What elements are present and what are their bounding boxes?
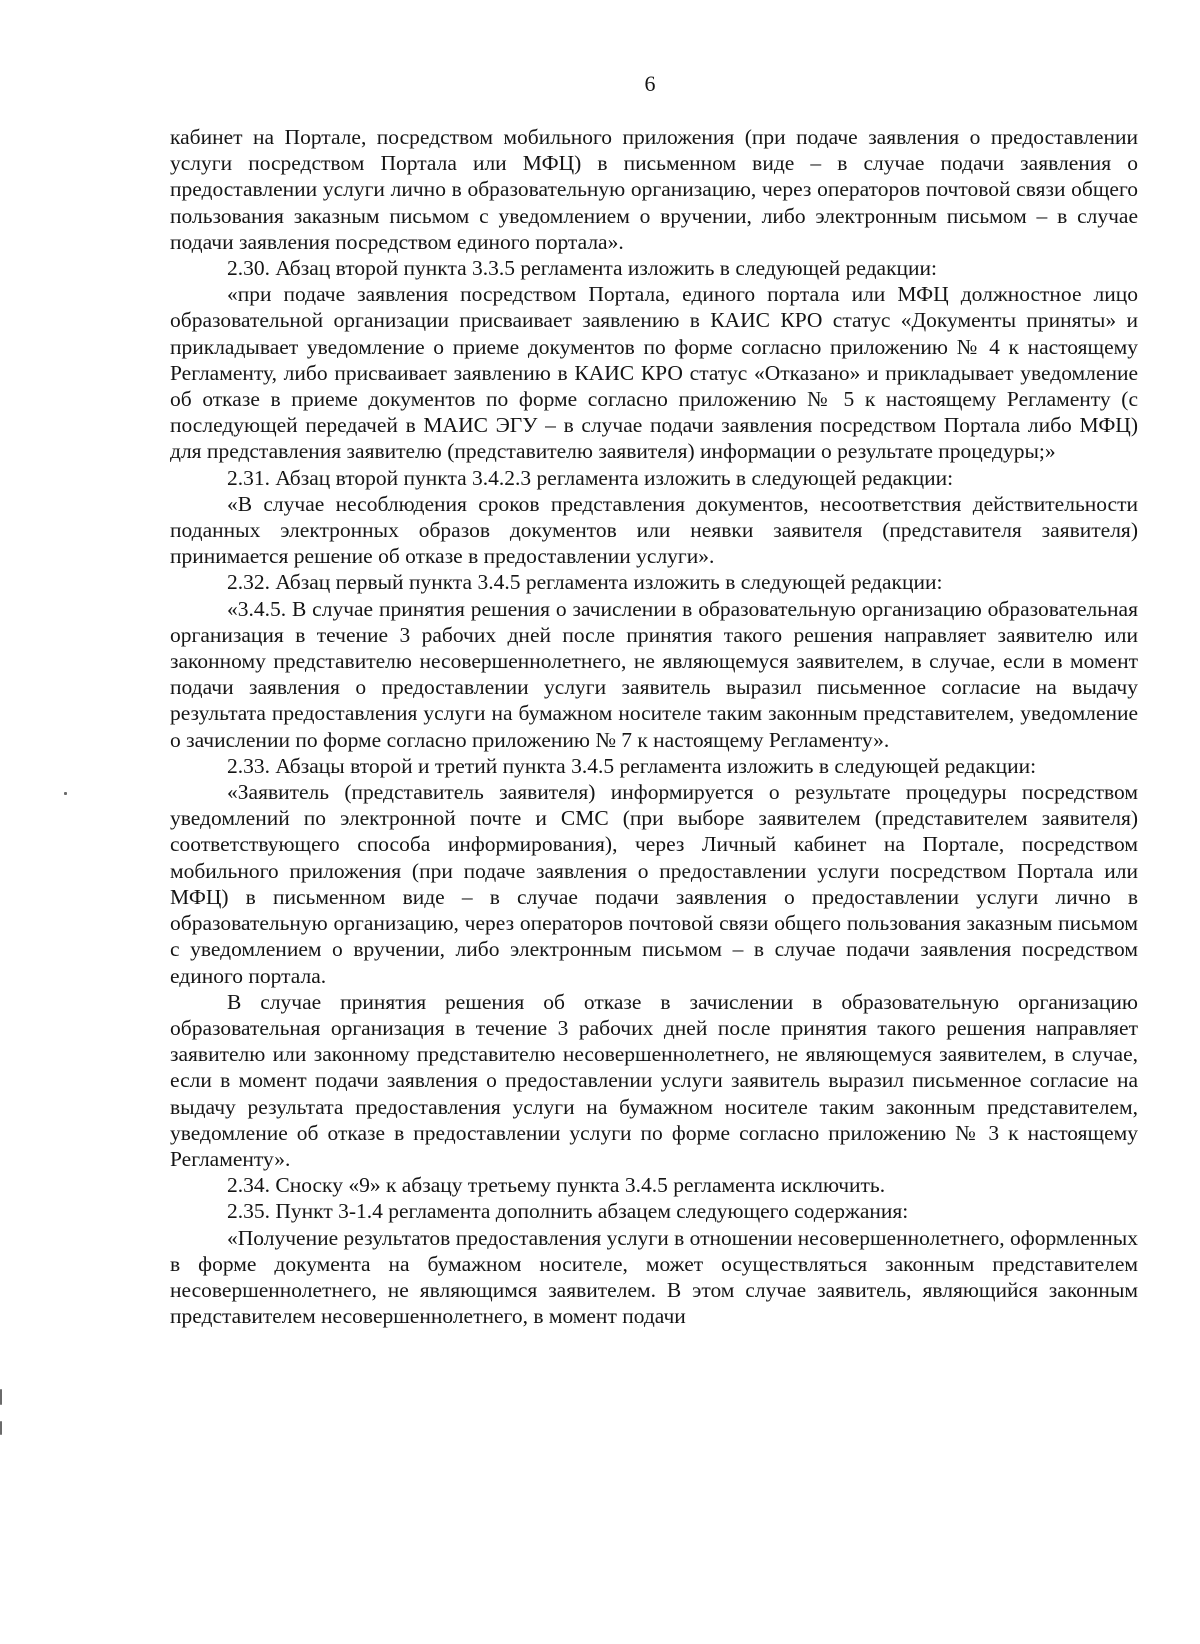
page-number: 6 — [644, 71, 656, 96]
scan-edge-mark-upper — [0, 1389, 2, 1405]
paragraph-quote-3-3-5: «при подаче заявления посредством Портала, единого портала или МФЦ должностное лицо образовательной организации присваивает заявлению в КАИС КРО статус «Документы приняты» и прикладывает уведомление о приеме документов по форме согласно приложению № 4 к настоящему Регламенту, либо присваивает заявлению в КАИС КРО статус «Отказано» и прикладывает уведомление об отказе в приеме документов по форме согласно приложению № 5 к настоящему Регламенту (с последующей передачей в МАИС ЭГУ – в случае подачи заявления посредством Портала либо МФЦ) для представления заявителю (представителю заявителя) информации о результате процедуры;» — [170, 282, 1138, 464]
scan-edge-mark-lower — [0, 1421, 2, 1435]
paragraph-item-2-35: 2.35. Пункт 3-1.4 регламента дополнить абзацем следующего содержания: — [227, 1199, 909, 1224]
paragraph-quote-informing: «Заявитель (представитель заявителя) информируется о результате процедуры посредством уведомлений по электронной почте и СМС (при выборе заявителем (представителем заявителя) соответствующего способа информирования), через Личный кабинет на Портале, посредством мобильного приложения (при подаче заявления о предоставлении услуги посредством Портала или МФЦ) в письменном виде – в случае подачи заявления о предоставлении услуги лично в образовательную организацию, через операторов почтовой связи общего пользования заказным письмом с уведомлением о вручении, либо электронным письмом – в случае подачи заявления посредством единого портала. — [170, 780, 1138, 988]
paragraph-item-2-31: 2.31. Абзац второй пункта 3.4.2.3 регламента изложить в следующей редакции: — [227, 465, 954, 490]
scan-speck — [64, 792, 67, 795]
paragraph-continuation: кабинет на Портале, посредством мобильного приложения (при подаче заявления о предоставлении услуги посредством Портала или МФЦ) в письменном виде – в случае подачи заявления о предоставлении услуги лично в образовательную организацию, через операторов почтовой связи общего пользования заказным письмом с уведомлением о вручении, либо электронным письмом – в случае подачи заявления посредством единого портала». — [170, 125, 1138, 254]
paragraph-quote-refusal: В случае принятия решения об отказе в зачислении в образовательную организацию образовательная организация в течение 3 рабочих дней после принятия такого решения направляет заявителю или законному представителю несовершеннолетнего, не являющемуся заявителем, в случае, если в момент подачи заявления о предоставлении услуги заявитель выразил письменное согласие на выдачу результата предоставления услуги на бумажном носителе таким законным представителем, уведомление об отказе в предоставлении услуги по форме согласно приложению № 3 к настоящему Регламенту». — [170, 989, 1138, 1171]
paragraph-item-2-33: 2.33. Абзацы второй и третий пункта 3.4.5 регламента изложить в следующей редакции: — [227, 753, 1037, 778]
paragraph-quote-3-1-4: «Получение результатов предоставления услуги в отношении несовершеннолетнего, оформленных в форме документа на бумажном носителе, может осуществляться законным представителем несовершеннолетнего, не являющимся заявителем. В этом случае заявитель, являющийся законным представителем несовершеннолетнего, в момент подачи — [170, 1225, 1138, 1329]
paragraph-item-2-32: 2.32. Абзац первый пункта 3.4.5 регламента изложить в следующей редакции: — [227, 570, 943, 595]
paragraph-quote-3-4-2-3: «В случае несоблюдения сроков представления документов, несоответствия действительности поданных электронных образов документов или неявки заявителя (представителя заявителя) принимается решение об отказе в предоставлении услуги». — [170, 491, 1138, 569]
paragraph-quote-3-4-5: «3.4.5. В случае принятия решения о зачислении в образовательную организацию образовательная организация в течение 3 рабочих дней после принятия такого решения направляет заявителю или законному представителю несовершеннолетнего, не являющемуся заявителем, в случае, если в момент подачи заявления о предоставлении услуги заявитель выразил письменное согласие на выдачу результата предоставления услуги на бумажном носителе таким законным представителем, уведомление о зачислении по форме согласно приложению № 7 к настоящему Регламенту». — [170, 596, 1138, 752]
paragraph-item-2-34: 2.34. Сноску «9» к абзацу третьему пункта 3.4.5 регламента исключить. — [227, 1173, 886, 1198]
document-body — [170, 124, 1138, 1329]
paragraph-item-2-30: 2.30. Абзац второй пункта 3.3.5 регламента изложить в следующей редакции: — [227, 256, 938, 281]
